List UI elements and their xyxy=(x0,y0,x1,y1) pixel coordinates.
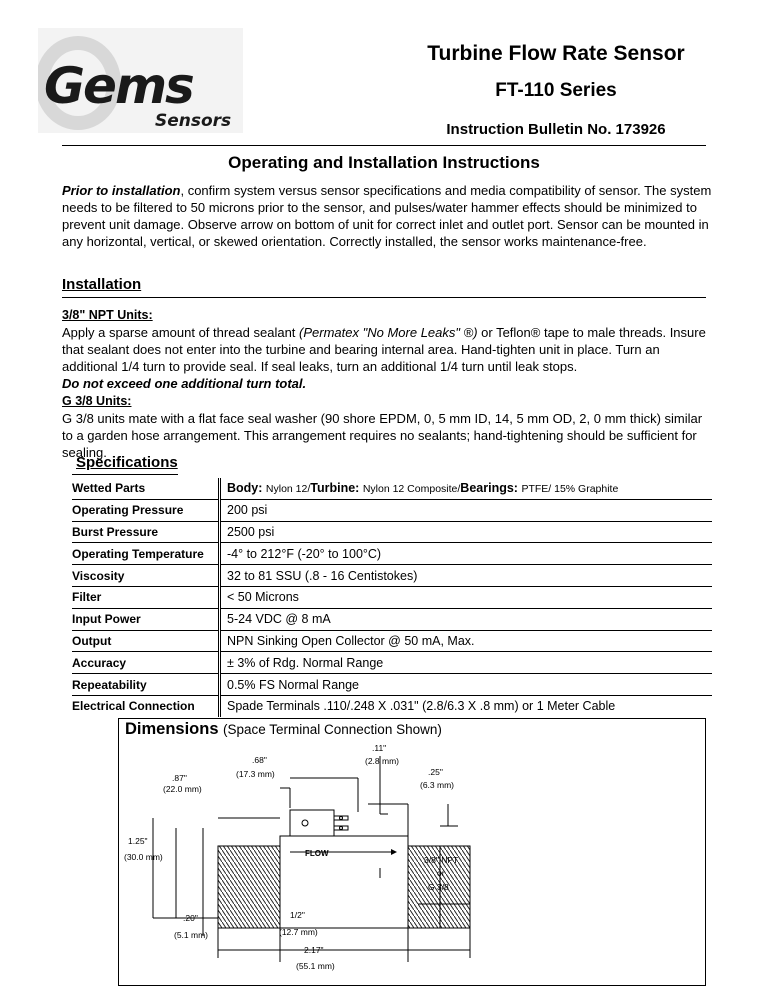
dim-20: .20" xyxy=(183,913,198,923)
dim-25-mm: (6.3 mm) xyxy=(420,780,454,790)
specifications-divider xyxy=(72,474,178,475)
logo-sub: Sensors xyxy=(155,111,232,131)
npt-warning: Do not exceed one additional turn total. xyxy=(62,376,307,391)
dimension-drawing xyxy=(118,718,706,986)
intro-paragraph xyxy=(62,182,712,250)
spec-row xyxy=(72,695,712,716)
spec-row xyxy=(72,586,712,608)
npt-product: (Permatex "No More Leaks" ®) xyxy=(299,325,478,340)
installation-title: Installation xyxy=(62,276,142,293)
dim-217-mm: (55.1 mm) xyxy=(296,961,335,971)
bulletin-number: Instruction Bulletin No. 173926 xyxy=(446,121,666,138)
spec-row xyxy=(72,630,712,652)
dim-125: 1.25" xyxy=(128,836,148,846)
left-thread xyxy=(218,846,280,928)
spec-label: Repeatability xyxy=(72,674,220,696)
spec-label: Burst Pressure xyxy=(72,521,220,543)
spec-value: 0.5% FS Normal Range xyxy=(220,674,713,696)
spec-value: < 50 Microns xyxy=(220,586,713,608)
dim-25: .25" xyxy=(428,767,443,777)
turbine-value: Nylon 12 Composite/ xyxy=(362,483,461,496)
spec-value: 200 psi xyxy=(220,499,713,521)
dim-125-mm: (30.0 mm) xyxy=(124,852,163,862)
npt-text-2: or Teflon® tape to male threads. Insure that sealant does not enter into the turbine and bearing internal area. Hand-tighten unit in place. Turn an additional 1/4 turn to provide seal. If seal leaks, turn an additional 1/4 turn until leak stops. xyxy=(62,325,706,374)
dim-68-mm: (17.3 mm) xyxy=(236,769,275,779)
g38-label: G 3/8 xyxy=(428,882,449,892)
intro-lead: Prior to installation xyxy=(62,183,181,198)
dim-12: 1/2" xyxy=(290,910,305,920)
intro-text: , confirm system versus sensor specifications and media compatibility of sensor. The system needs to be filtered to 50 microns prior to the sensor, and pulses/water hammer effects should be minimized to prevent unit damage. Observe arrow on bottom of unit for correct inlet and outlet port. Sensor can be mounted in any horizontal, vertical, or skewed orientation. Correctly installed, the sensor works maintenance-free. xyxy=(62,183,712,249)
spec-label: Viscosity xyxy=(72,565,220,587)
spec-label: Electrical Connection xyxy=(72,695,220,716)
dim-87: .87" xyxy=(172,773,187,783)
dim-11-mm: (2.8 mm) xyxy=(365,756,399,766)
product-series: FT-110 Series xyxy=(495,80,617,101)
spec-value: 32 to 81 SSU (.8 - 16 Centistokes) xyxy=(220,565,713,587)
header-divider xyxy=(62,145,706,146)
spec-table xyxy=(72,478,712,717)
spec-row xyxy=(72,608,712,630)
bearings-value: PTFE/ 15% Graphite xyxy=(521,483,619,496)
spec-label: Input Power xyxy=(72,608,220,630)
spec-label: Filter xyxy=(72,586,220,608)
dim-20-mm: (5.1 mm) xyxy=(174,930,208,940)
spec-value: Spade Terminals .110/.248 X .031" (2.8/6.3 X .8 mm) or 1 Meter Cable xyxy=(227,699,616,714)
spec-row xyxy=(72,652,712,674)
g-text: G 3/8 units mate with a flat face seal washer (90 shore EPDM, 0, 5 mm ID, 14, 5 mm OD, 2, 0 mm thick) similar to a garden hose arrangement. This arrangement requires no sealants; hand-tightening should be sufficient for sealing. xyxy=(62,411,703,460)
installation-divider xyxy=(62,297,706,298)
gems-sensors-logo xyxy=(38,28,243,133)
spec-row-wetted xyxy=(72,478,712,499)
specifications-heading xyxy=(76,454,726,471)
spec-value: 2500 psi xyxy=(220,521,713,543)
spec-label: Accuracy xyxy=(72,652,220,674)
or-label: or xyxy=(437,868,445,878)
spec-value-wetted xyxy=(220,478,713,499)
dim-217: 2.17" xyxy=(304,945,324,955)
dimensions-subtitle: (Space Terminal Connection Shown) xyxy=(222,722,442,737)
spec-row xyxy=(72,499,712,521)
turbine-label: Turbine: xyxy=(310,481,360,496)
terminal-housing xyxy=(290,810,334,836)
spec-value: -4° to 212°F (-20° to 100°C) xyxy=(220,543,713,565)
specifications-title: Specifications xyxy=(76,454,178,471)
spec-label: Operating Temperature xyxy=(72,543,220,565)
body-label: Body: xyxy=(227,481,263,496)
body-value: Nylon 12/ xyxy=(265,483,311,496)
spec-value: NPN Sinking Open Collector @ 50 mA, Max. xyxy=(220,630,713,652)
product-title: Turbine Flow Rate Sensor xyxy=(427,42,685,65)
spec-label: Wetted Parts xyxy=(72,478,220,499)
dimensions-heading: Dimensions xyxy=(125,720,219,738)
logo-brand: Gems xyxy=(44,57,193,115)
dim-11: .11" xyxy=(372,743,387,753)
g-heading: G 3/8 Units: xyxy=(62,394,132,408)
bearings-label: Bearings: xyxy=(460,481,518,496)
spec-row xyxy=(72,521,712,543)
spec-row xyxy=(72,565,712,587)
spec-row xyxy=(72,543,712,565)
spec-label: Output xyxy=(72,630,220,652)
section-title: Operating and Installation Instructions xyxy=(228,153,540,172)
installation-heading xyxy=(62,276,712,293)
spec-value: ± 3% of Rdg. Normal Range xyxy=(220,652,713,674)
npt-label: 3/8" NPT xyxy=(424,855,459,865)
spec-value: 5-24 VDC @ 8 mA xyxy=(220,608,713,630)
spec-label: Operating Pressure xyxy=(72,499,220,521)
logo-graphic xyxy=(38,28,243,133)
dim-12-mm: (12.7 mm) xyxy=(279,927,318,937)
installation-body xyxy=(62,306,712,461)
spec-row xyxy=(72,674,712,696)
dim-87-mm: (22.0 mm) xyxy=(163,784,202,794)
npt-text-1: Apply a sparse amount of thread sealant xyxy=(62,325,300,340)
flow-label: FLOW xyxy=(305,849,329,858)
npt-heading: 3/8" NPT Units: xyxy=(62,308,153,322)
dim-68: .68" xyxy=(252,755,267,765)
